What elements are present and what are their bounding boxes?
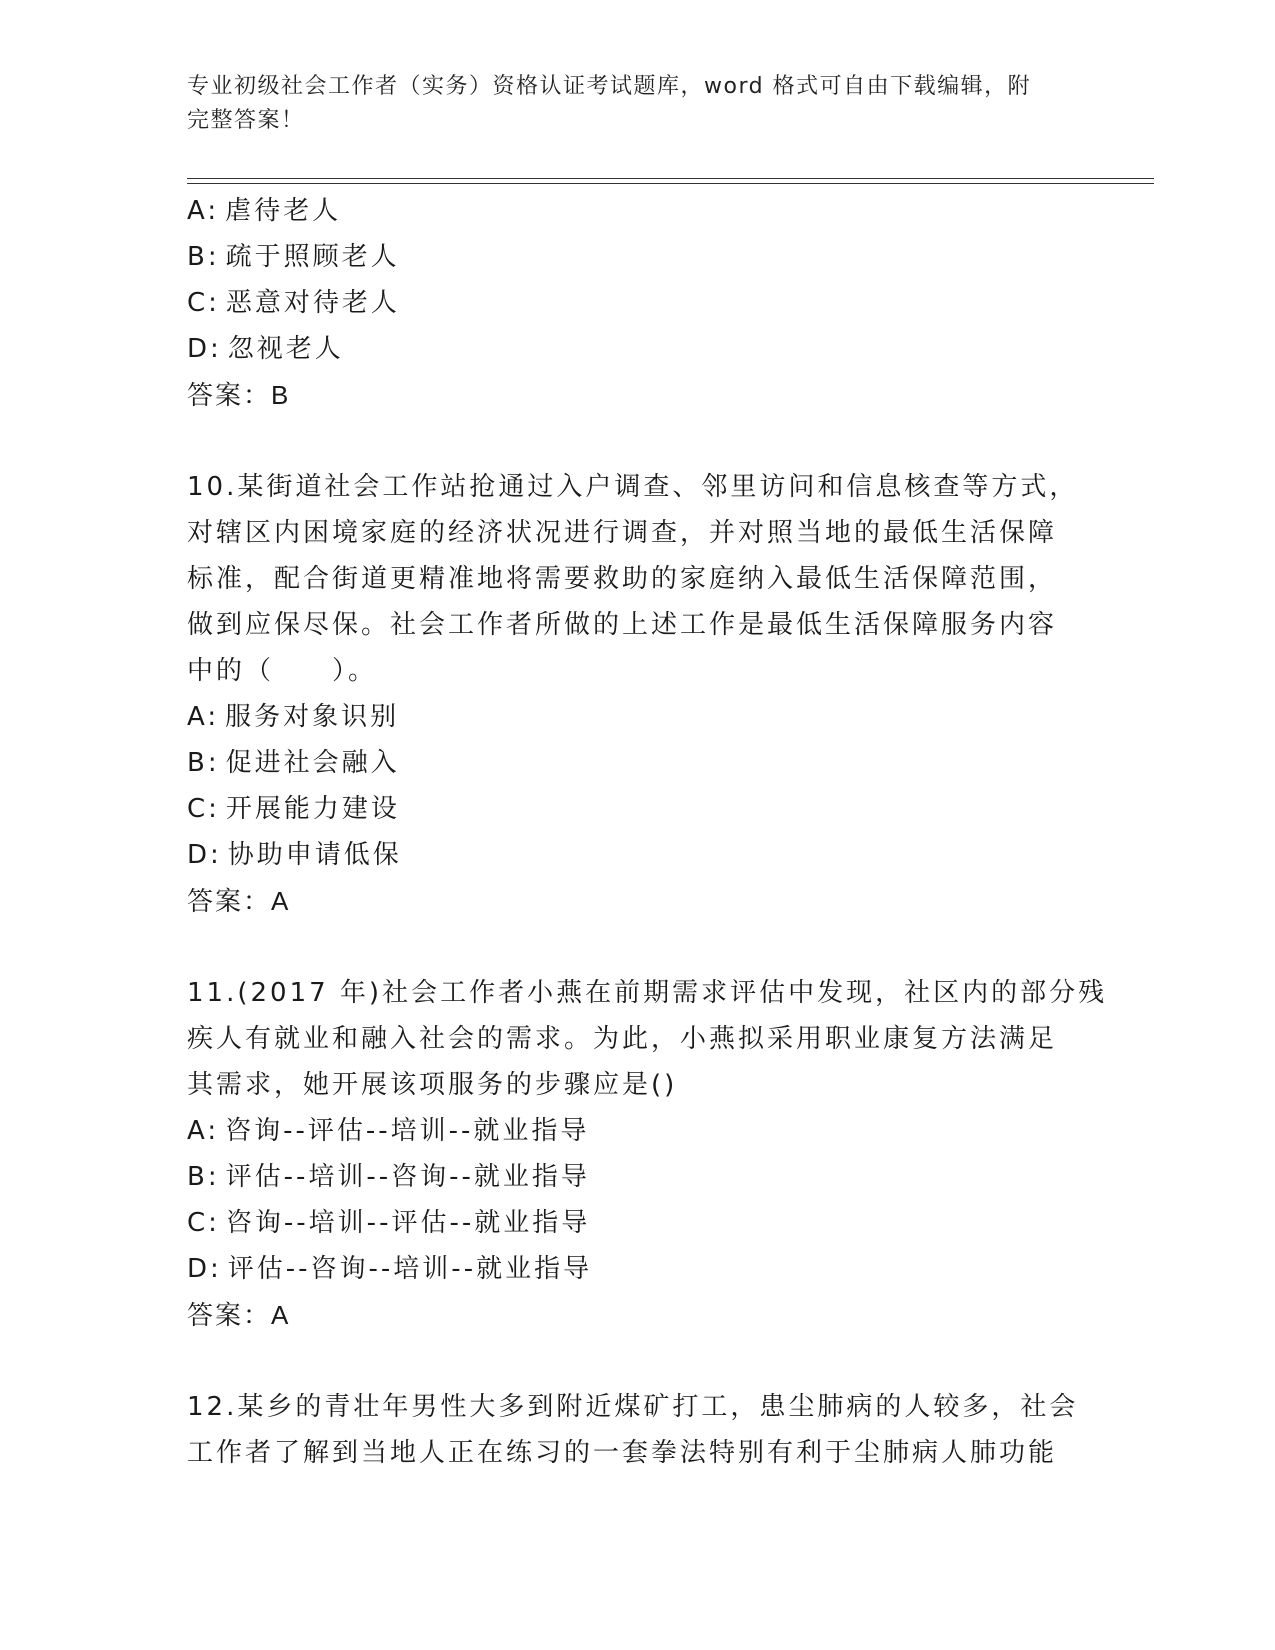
answer: 答案：A	[187, 886, 291, 916]
header-line-1: 专业初级社会工作者（实务）资格认证考试题库，word 格式可自由下载编辑，附	[187, 74, 1032, 99]
question-stem-line: 中的（ ）。	[187, 656, 378, 686]
question-stem-line: 10.某街道社会工作站抢通过入户调查、邻里访问和信息核查等方式，	[187, 472, 1079, 502]
spacer	[187, 1338, 1087, 1384]
header-divider	[187, 178, 1154, 184]
question-stem-line: 对辖区内困境家庭的经济状况进行调查，并对照当地的最低生活保障	[187, 518, 1058, 548]
option-c: C: 恶意对待老人	[187, 288, 400, 318]
answer: 答案：A	[187, 1300, 291, 1330]
question-stem-line: 11.(2017 年)社会工作者小燕在前期需求评估中发现，社区内的部分残	[187, 978, 1108, 1008]
option-d: D: 协助申请低保	[187, 840, 402, 870]
option-a: A: 咨询--评估--培训--就业指导	[187, 1116, 590, 1146]
page-header	[187, 70, 1077, 138]
header-line-2: 完整答案！	[187, 108, 305, 133]
answer: 答案：B	[187, 380, 291, 410]
question-10	[187, 464, 1087, 924]
option-d: D: 评估--咨询--培训--就业指导	[187, 1254, 593, 1284]
spacer	[187, 924, 1087, 970]
document-body	[187, 188, 1108, 1476]
option-a: A: 虐待老人	[187, 196, 342, 226]
question-stem-line: 12.某乡的青壮年男性大多到附近煤矿打工，患尘肺病的人较多，社会	[187, 1392, 1079, 1422]
question-stem-line: 其需求，她开展该项服务的步骤应是()	[187, 1070, 678, 1100]
spacer	[187, 418, 1087, 464]
question-stem-line: 疾人有就业和融入社会的需求。为此，小燕拟采用职业康复方法满足	[187, 1024, 1058, 1054]
question-stem-line: 标准，配合街道更精准地将需要救助的家庭纳入最低生活保障范围，	[187, 564, 1058, 594]
question-stem-line: 工作者了解到当地人正在练习的一套拳法特别有利于尘肺病人肺功能	[187, 1438, 1058, 1468]
option-c: C: 开展能力建设	[187, 794, 400, 824]
question-12	[187, 1384, 1087, 1476]
question-11	[187, 970, 1108, 1338]
option-a: A: 服务对象识别	[187, 702, 400, 732]
question-9	[187, 188, 1087, 418]
question-stem-line: 做到应保尽保。社会工作者所做的上述工作是最低生活保障服务内容	[187, 610, 1058, 640]
option-c: C: 咨询--培训--评估--就业指导	[187, 1208, 591, 1238]
option-b: B: 评估--培训--咨询--就业指导	[187, 1162, 590, 1192]
option-b: B: 疏于照顾老人	[187, 242, 400, 272]
option-d: D: 忽视老人	[187, 334, 344, 364]
option-b: B: 促进社会融入	[187, 748, 400, 778]
